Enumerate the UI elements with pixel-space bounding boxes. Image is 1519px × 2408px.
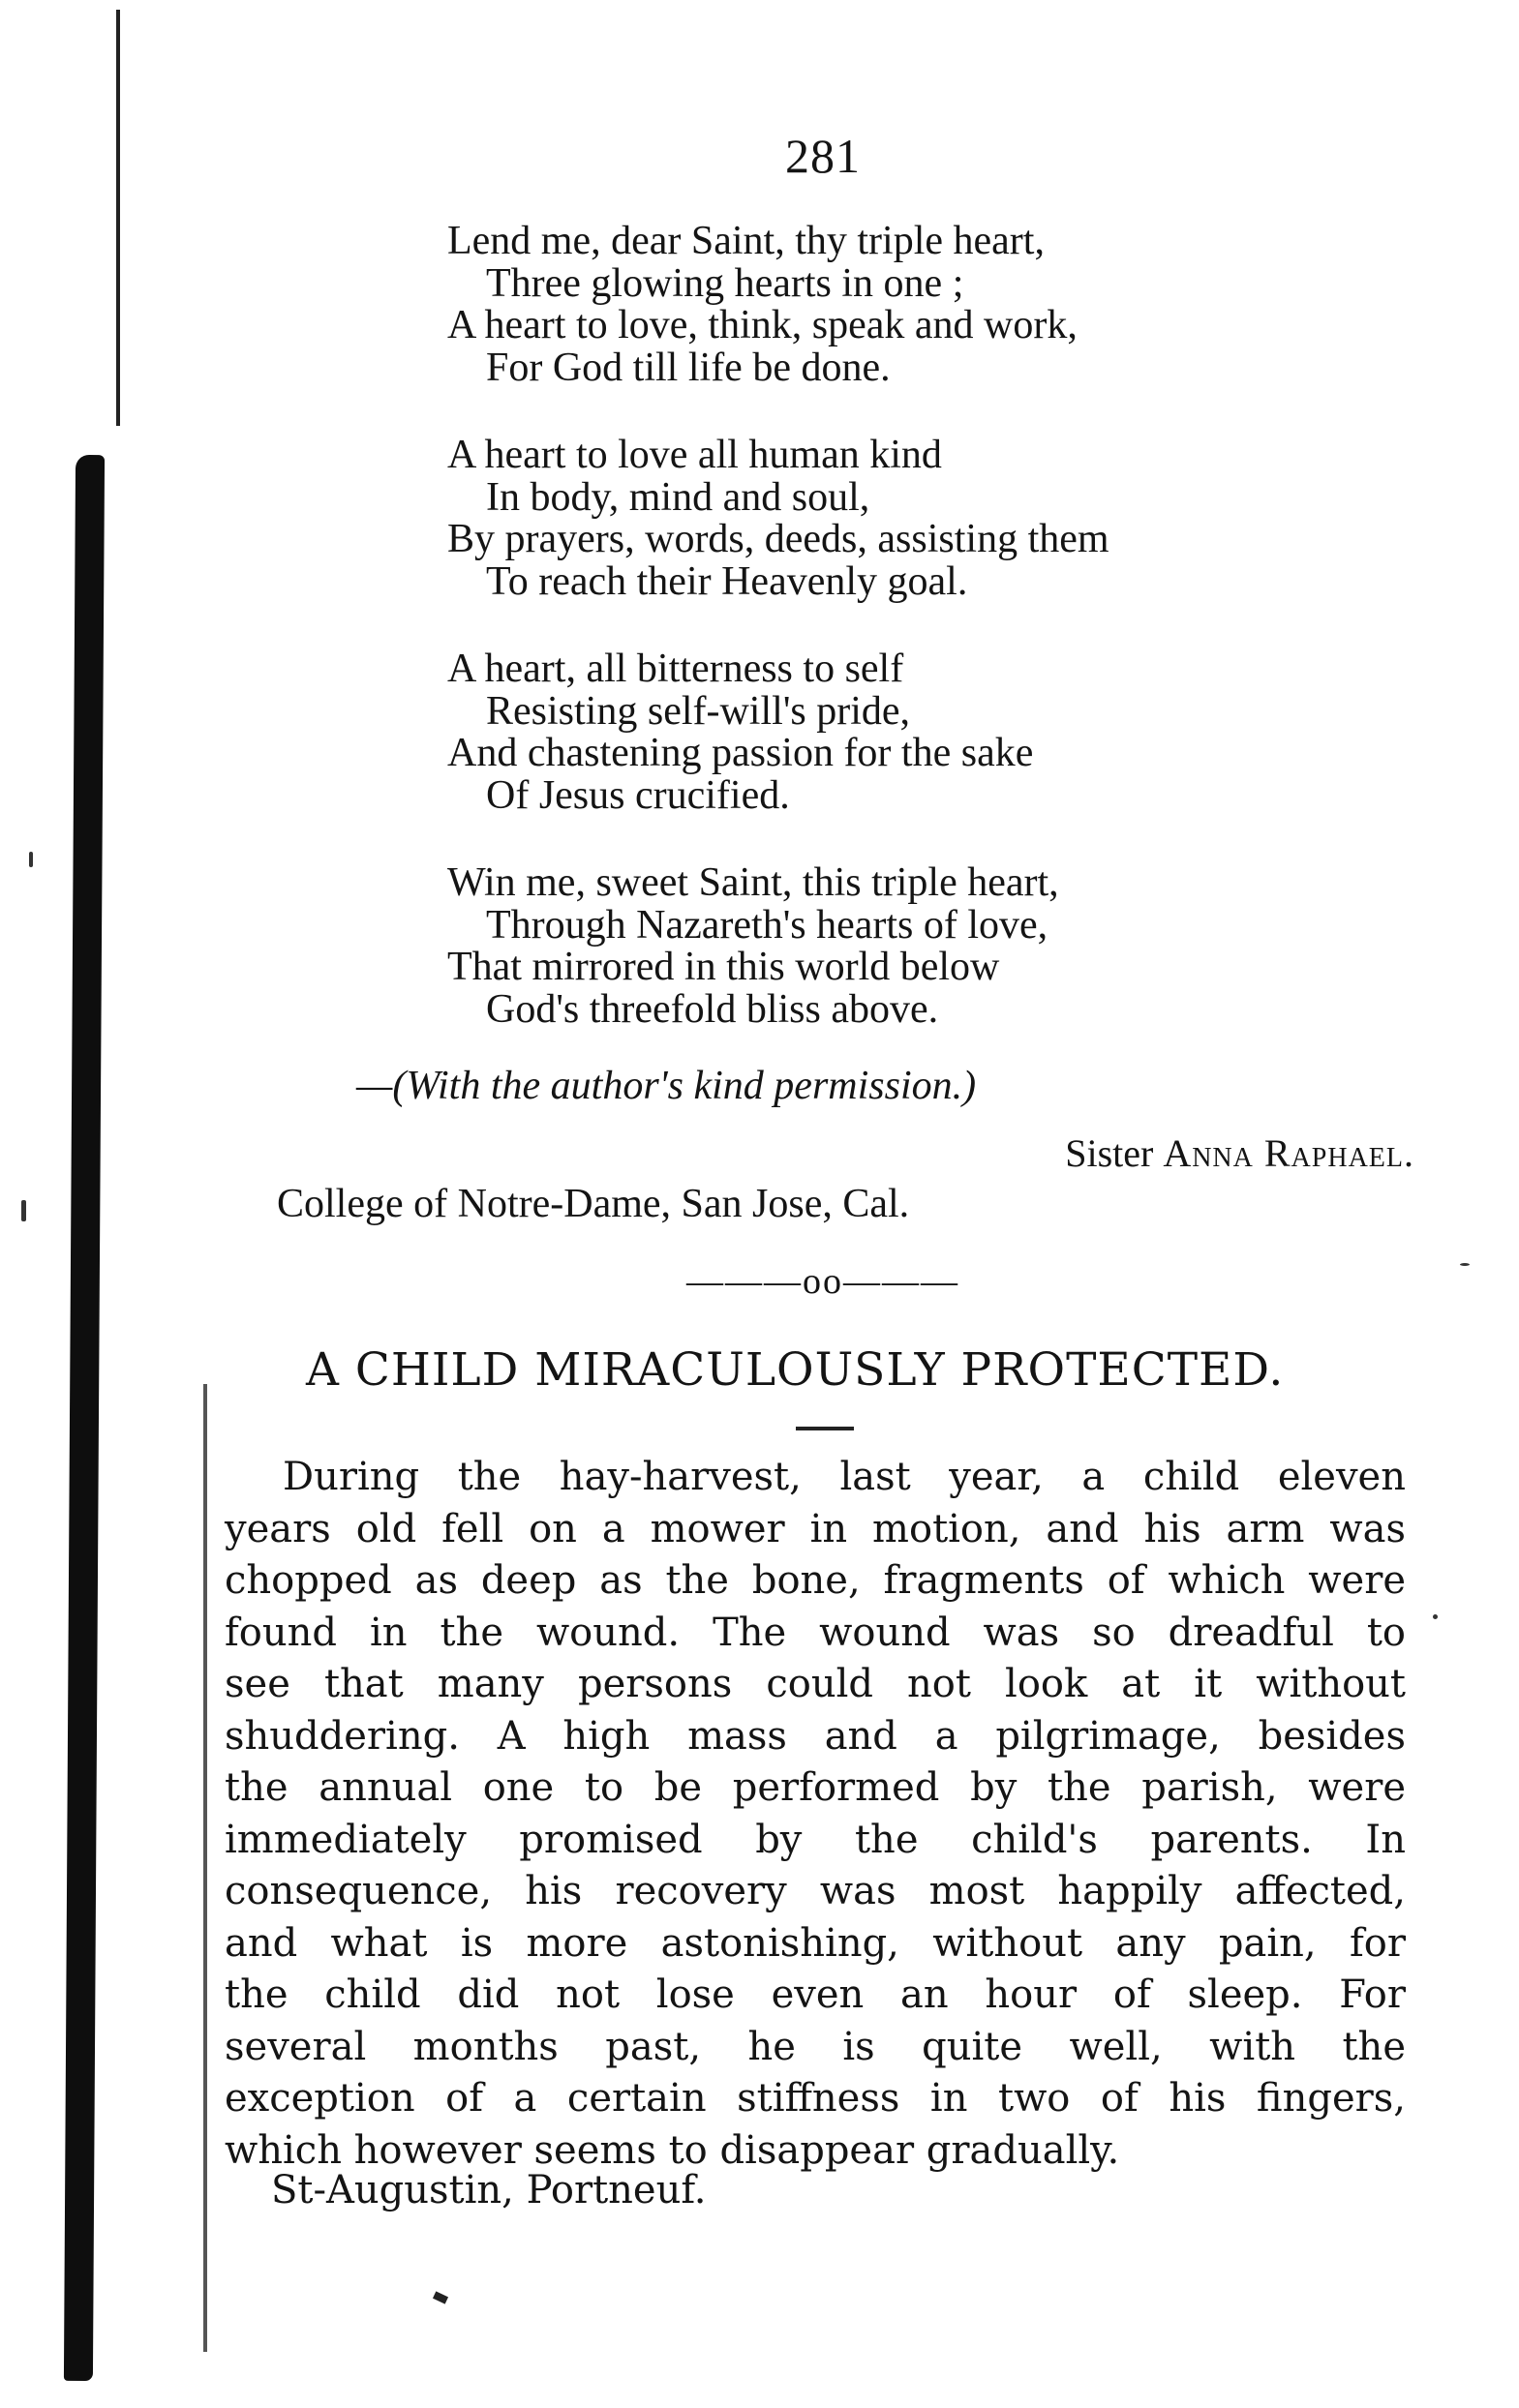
section-divider: ———oo——— (686, 1261, 959, 1302)
poem-line: Of Jesus crucified. (486, 772, 790, 818)
binding-shadow (64, 455, 105, 2381)
binding-edge-line (116, 10, 120, 426)
poem-line: Resisting self-will's pride, (486, 688, 911, 734)
poem-line: And chastening passion for the sake (447, 731, 1034, 775)
poem-stanza (447, 435, 1319, 603)
poem-line: God's threefold bliss above. (486, 986, 939, 1032)
poem-line: To reach their Heavenly goal. (486, 558, 968, 604)
article-line: During the hay-harvest, last year, a child eleven (283, 1455, 1406, 1499)
article-line: the child did not lose even an hour of sleep. For (225, 1972, 1406, 2017)
poem-stanza (447, 648, 1319, 817)
article-title: A CHILD MIRACULOUSLY PROTECTED. (306, 1343, 1285, 1397)
signature-name: Anna Raphael. (1163, 1131, 1414, 1175)
poem-line: A heart to love, think, speak and work, (447, 303, 1078, 347)
article-line: shuddering. A high mass and a pilgrimage, besides (225, 1713, 1406, 1759)
poem-line: A heart to love all human kind (447, 433, 942, 477)
author-affiliation: College of Notre-Dame, San Jose, Cal. (277, 1182, 910, 1226)
page-number: 281 (785, 129, 861, 183)
poem (447, 221, 1319, 1076)
scan-speck (1433, 1614, 1438, 1619)
scan-speck (29, 852, 33, 867)
binding-edge-line (203, 1384, 207, 2352)
article-line: the annual one to be performed by the parish, were (225, 1765, 1406, 1810)
article-line: consequence, his recovery was most happily affected, (225, 1869, 1406, 1913)
poem-line: Through Nazareth's hearts of love, (486, 902, 1048, 948)
article-line: several months past, he is quite well, with the (225, 2024, 1406, 2069)
poem-stanza (447, 862, 1319, 1031)
poem-line: For God till life be done. (486, 345, 891, 390)
poem-line: Lend me, dear Saint, thy triple heart, (447, 219, 1045, 263)
poem-line: A heart, all bitterness to self (447, 647, 904, 691)
article-line: which however seems to disappear gradually. (225, 2127, 1120, 2173)
article-body (225, 1452, 1406, 2177)
scan-mark (433, 2291, 448, 2303)
article-line: see that many persons could not look at it without (225, 1662, 1406, 1706)
article-line: found in the wound. The wound was so dreadful to (225, 1610, 1406, 1655)
poem-line: Win me, sweet Saint, this triple heart, (447, 860, 1059, 905)
article-line: immediately promised by the child's parents. In (225, 1817, 1406, 1862)
poem-stanza (447, 221, 1319, 389)
author-signature (1065, 1130, 1414, 1176)
poem-line: By prayers, words, deeds, assisting them (447, 517, 1109, 561)
article-line: chopped as deep as the bone, fragments of which were (225, 1558, 1406, 1603)
article-line: and what is more astonishing, without any pain, for (225, 1920, 1406, 1966)
poem-line: In body, mind and soul, (486, 474, 870, 520)
article-line: exception of a certain stiffness in two of his fingers, (225, 2076, 1406, 2121)
title-rule (796, 1427, 854, 1430)
poem-line: That mirrored in this world below (447, 945, 1000, 989)
signature-prefix: Sister (1065, 1131, 1164, 1175)
scan-speck (21, 1200, 26, 1221)
poem-line: Three glowing hearts in one ; (486, 260, 964, 306)
article-place: St-Augustin, Portneuf. (271, 2168, 707, 2212)
article-line: years old fell on a mower in motion, and his arm was (225, 1506, 1406, 1551)
permission-note: —(With the author's kind permission.) (356, 1064, 977, 1108)
